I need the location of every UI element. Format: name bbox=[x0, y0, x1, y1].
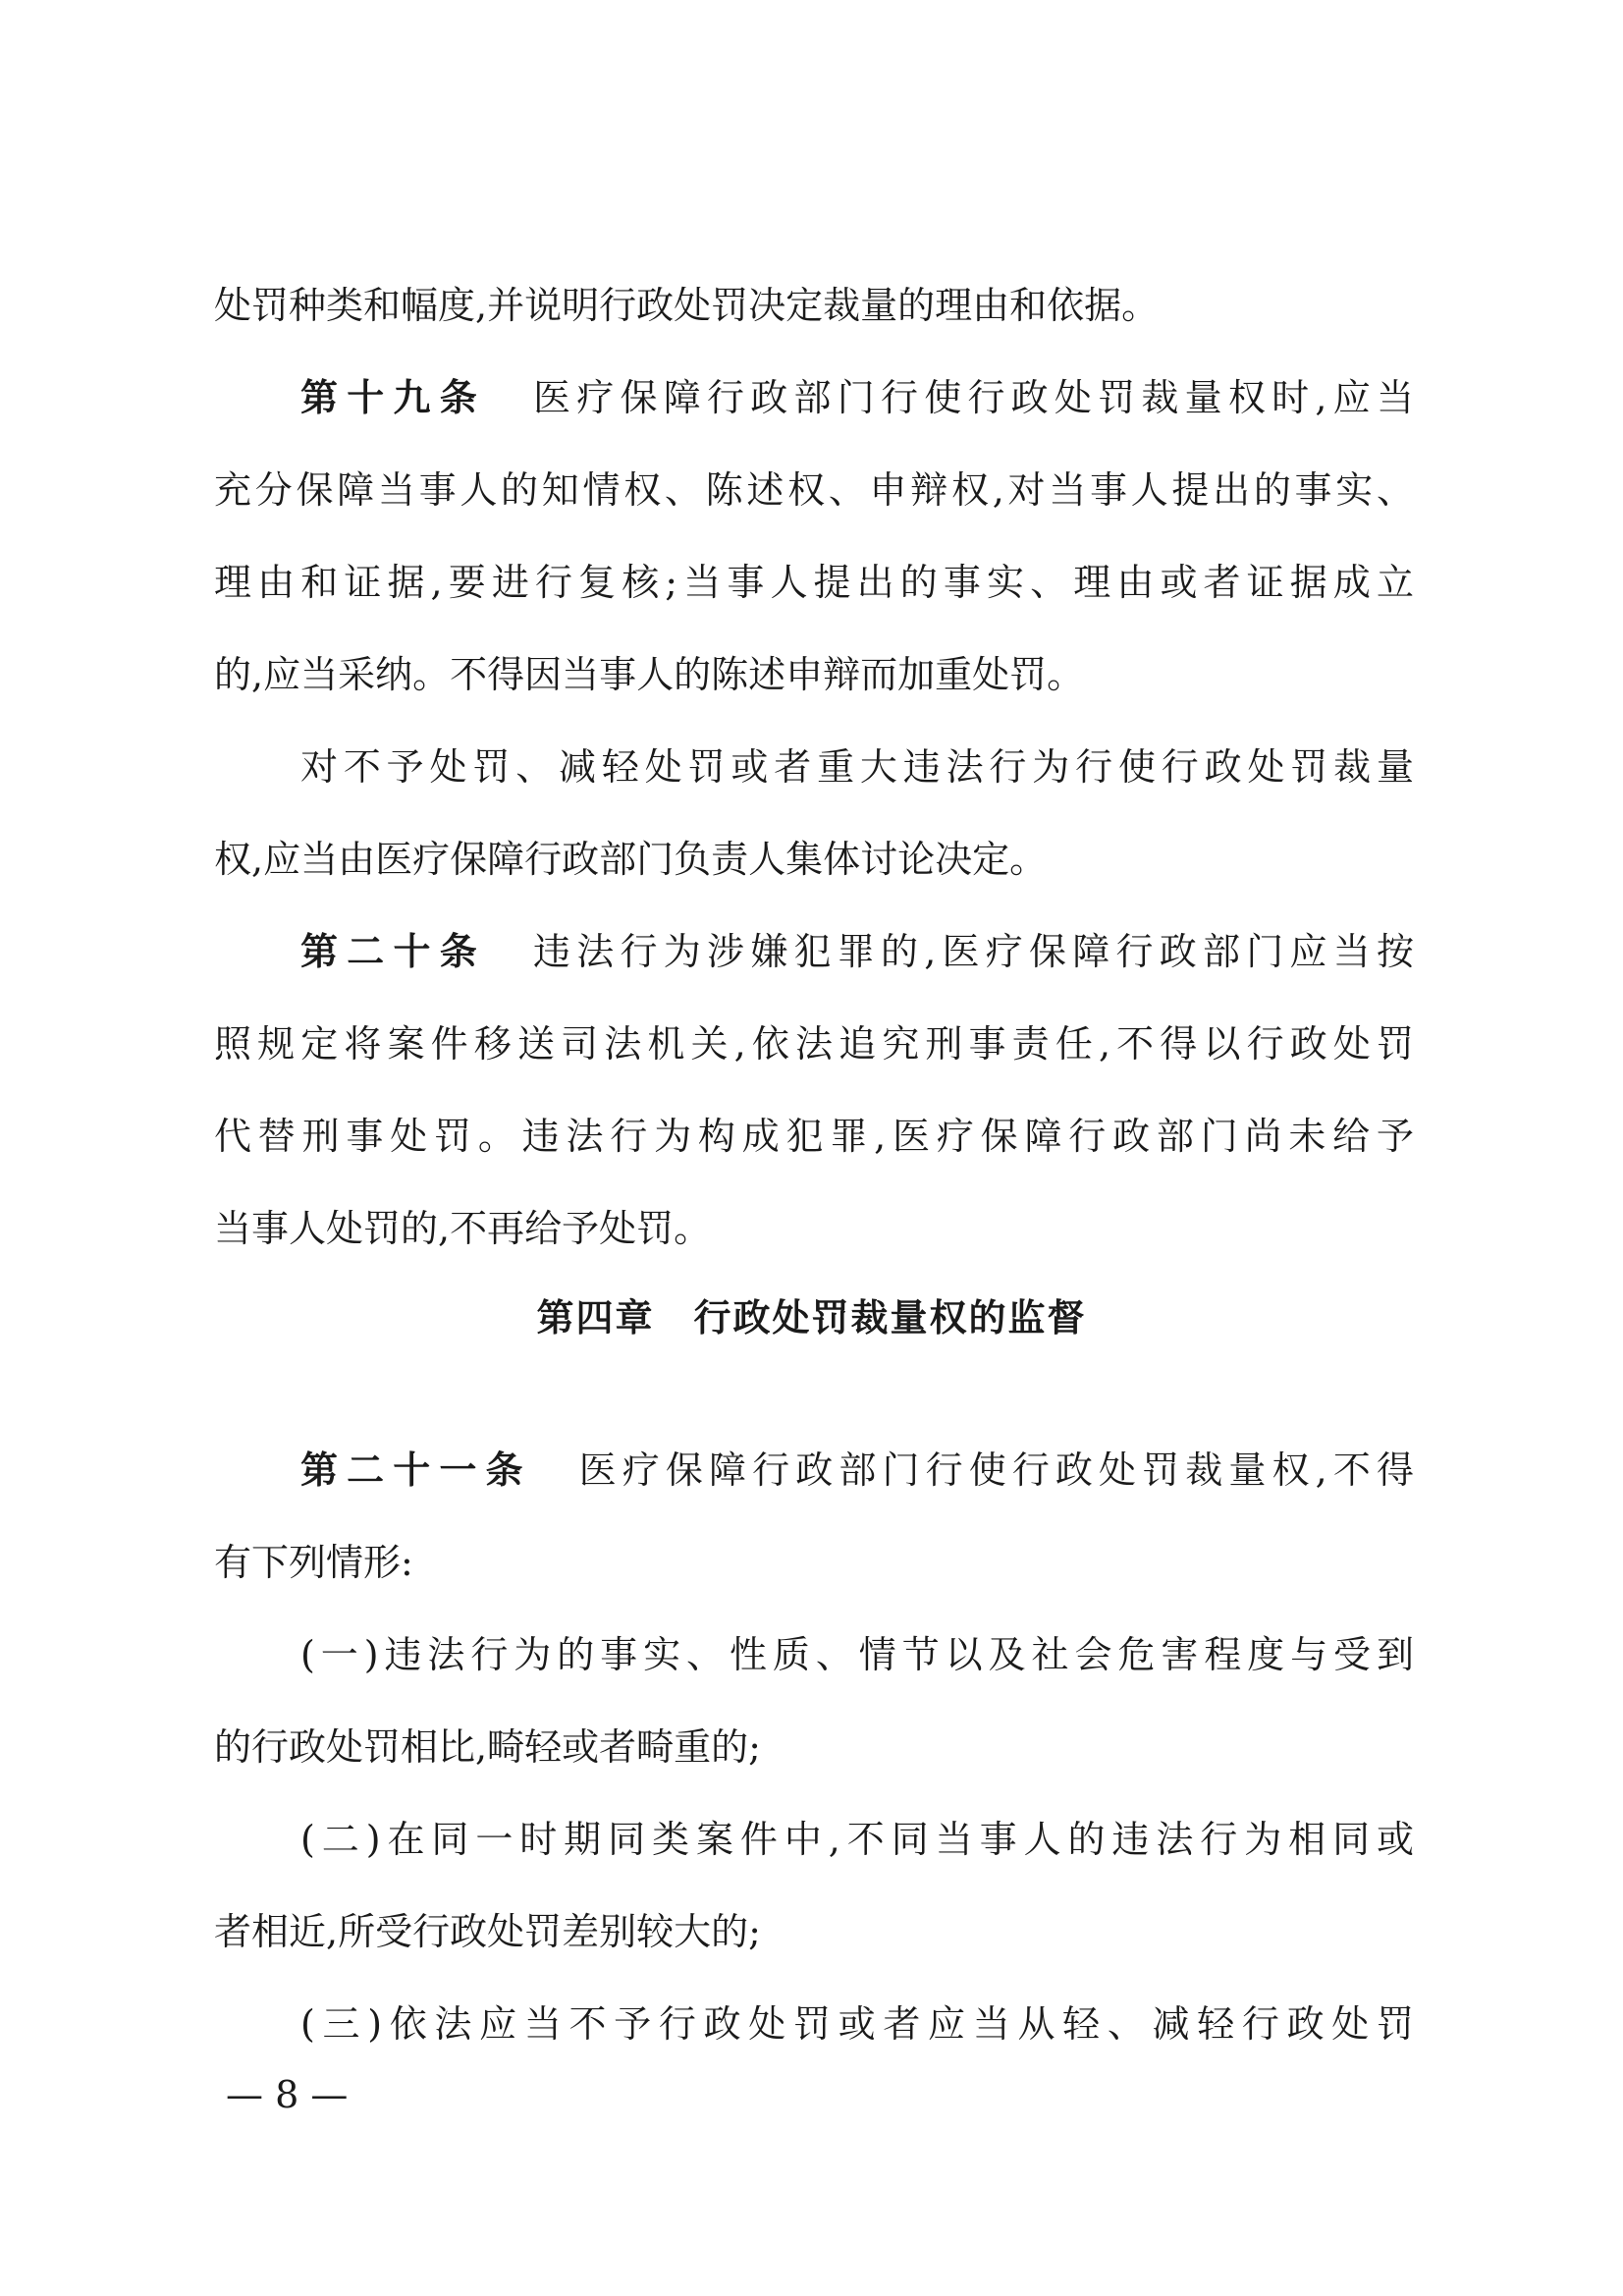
chapter-number: 第四章 bbox=[536, 1296, 655, 1339]
list-item-line: (三)依法应当不予行政处罚或者应当从轻、减轻行政处罚 bbox=[300, 2002, 1414, 2046]
list-item-line: 的行政处罚相比,畸轻或者畸重的; bbox=[214, 1725, 761, 1769]
paragraph-line: 充分保障当事人的知情权、陈述权、申辩权,对当事人提出的事实、 bbox=[214, 468, 1414, 512]
paragraph-line: 理由和证据,要进行复核;当事人提出的事实、理由或者证据成立 bbox=[214, 561, 1414, 604]
article-text: 违法行为涉嫌犯罪的,医疗保障行政部门应当按 bbox=[532, 930, 1414, 973]
article-20-line bbox=[300, 922, 1414, 981]
paragraph-line: 权,应当由医疗保障行政部门负责人集体讨论决定。 bbox=[214, 838, 1048, 881]
paragraph-line: 照规定将案件移送司法机关,依法追究刑事责任,不得以行政处罚 bbox=[214, 1022, 1414, 1066]
paragraph-line: 代替刑事处罚。违法行为构成犯罪,医疗保障行政部门尚未给予 bbox=[214, 1115, 1414, 1158]
article-number: 第二十一条 bbox=[300, 1449, 532, 1492]
paragraph-line: 处罚种类和幅度,并说明行政处罚决定裁量的理由和依据。 bbox=[214, 284, 1160, 327]
list-item-line: 者相近,所受行政处罚差别较大的; bbox=[214, 1910, 761, 1953]
article-21-line bbox=[300, 1441, 1414, 1500]
article-number: 第十九条 bbox=[300, 376, 486, 419]
list-item-line: (一)违法行为的事实、性质、情节以及社会危害程度与受到 bbox=[300, 1633, 1414, 1676]
paragraph-line: 当事人处罚的,不再给予处罚。 bbox=[214, 1207, 712, 1250]
paragraph-line: 有下列情形: bbox=[214, 1541, 413, 1584]
article-text: 医疗保障行政部门行使行政处罚裁量权,不得 bbox=[578, 1449, 1414, 1492]
page-number: — 8 — bbox=[226, 2073, 349, 2116]
list-item-line: (二)在同一时期同类案件中,不同当事人的违法行为相同或 bbox=[300, 1818, 1414, 1861]
paragraph-line: 对不予处罚、减轻处罚或者重大违法行为行使行政处罚裁量 bbox=[300, 745, 1414, 789]
chapter-title: 行政处罚裁量权的监督 bbox=[693, 1296, 1087, 1339]
paragraph-line: 的,应当采纳。不得因当事人的陈述申辩而加重处罚。 bbox=[214, 653, 1085, 696]
article-19-line bbox=[300, 368, 1414, 427]
chapter-heading bbox=[0, 1288, 1623, 1347]
article-number: 第二十条 bbox=[300, 930, 486, 973]
article-text: 医疗保障行政部门行使行政处罚裁量权时,应当 bbox=[532, 376, 1414, 419]
